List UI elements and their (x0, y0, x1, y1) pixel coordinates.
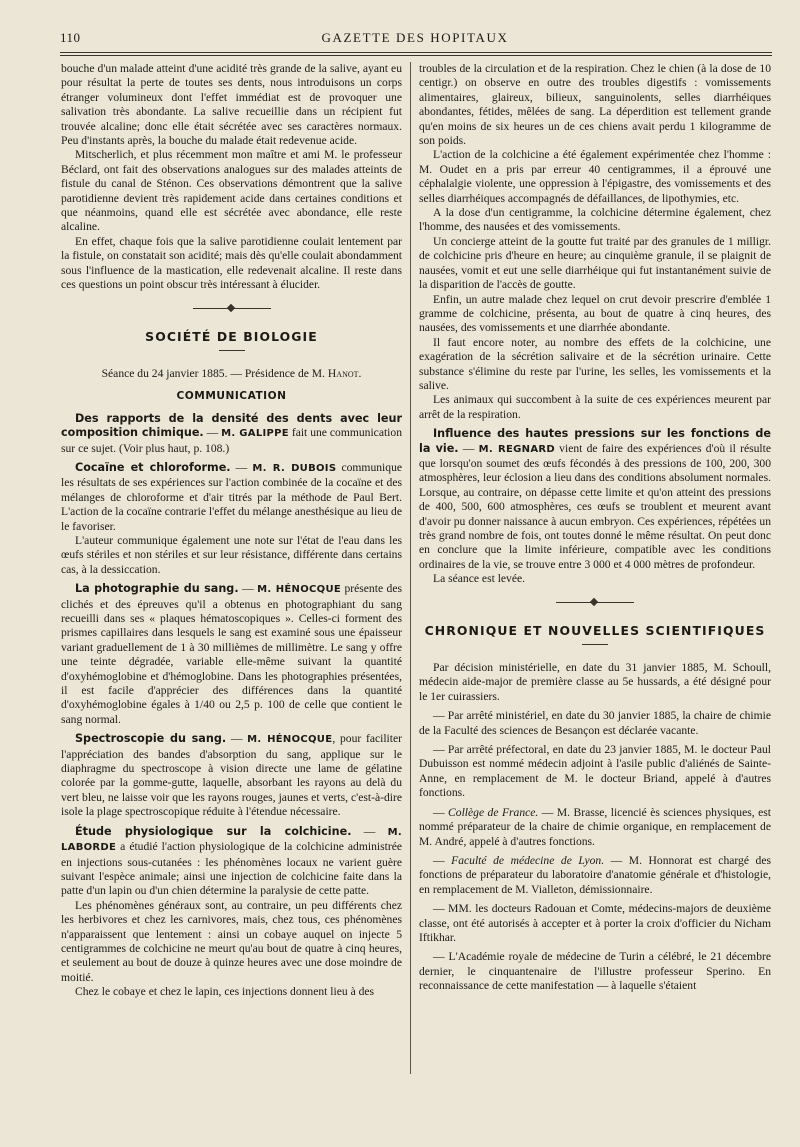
author-name: M. LABORDE (61, 826, 402, 854)
dash: — (433, 853, 452, 867)
seance-closing: La séance est levée. (433, 572, 526, 586)
article-pressions (419, 427, 771, 572)
article-text: communique les résultats de ses expériences sur l'action combinée de la cocaïne et des mélanges de chloroforme et d'air titrés par la méthode de Paul Bert. L'action de la cocaïne contrarie l'effet du mélange anesthésique au lieu de le favoriser. (61, 460, 403, 533)
article-title: Cocaïne et chloroforme. (75, 460, 231, 474)
news-item: Par décision ministérielle, en date du 31 janvier 1885, M. Schoull, médecin aide-major de première classe au 5e hussards, a été désigné pour le 1er cuirassiers. (419, 661, 771, 703)
article-galippe (61, 412, 402, 456)
paragraph: Enfin, un autre malade chez lequel on crut devoir prescrire d'emblée 1 gramme de colchicine, présenta, au bout de quatre à cinq heures, des nausées, des vomissements et une diarrhée abondante. (419, 292, 771, 335)
left-column (61, 62, 402, 1000)
news-text: — M. Honnorat est chargé des fonctions de préparateur du laboratoire d'anatomie générale et d'histologie, en remplacement de M. Vialleton, démissionnaire. (419, 853, 771, 896)
news-item: — Par arrêté préfectoral, en date du 23 janvier 1885, M. le docteur Paul Dubuisson est nommé médecin adjoint à l'asile public d'aliénés de Sainte-Anne, en remplacement de M. le docteur Briand, appelé à d'autres fonctions. (419, 743, 771, 800)
institution-name: Faculté de médecine de Lyon. (451, 853, 605, 867)
paragraph: troubles de la circulation et de la respiration. Chez le chien (à la dose de 10 centigr.) on observe en outre des troubles digestifs : vomissements alimentaires, glaireux, bilieux, sanguinolents, selles diarrhéiques abondantes, fétides, mêlées de sang. La déperdition est tellement grande qu'en moins de six heures un de ces chiens avait perdu 1 kilogramme de son poids. (419, 62, 771, 148)
dash: — (226, 732, 248, 746)
article-text: fait une communication sur ce sujet. (Voir plus haut, p. 108.) (61, 426, 402, 455)
dash: — (433, 805, 449, 819)
article-photographie (61, 582, 402, 727)
paragraph: L'auteur communique également une note sur l'état de l'eau dans les œufs stériles et non stériles et sur leur résistance, différente dans certains cas, à la dessiccation. (61, 533, 402, 576)
ornament-divider (556, 599, 634, 606)
article-text: vient de faire des expériences d'où il résulte que lorsqu'on soumet des œufs fécondés à des pressions de 100, 200, 300 atmosphères, leur éclosion a lieu dans des conditions absolument normales. Lorsque, au contraire, on dépasse cette limite et qu'on atteint des pressions de 400, 500, 600 atmosphères, ces œufs se troublent et meurent avant d'avoir pu donner naissance à aucun embryon. Ces expériences, répétées un très grand nombre de fois, ont toutes donné le même résultat. On peut donc en conclure que la limite inférieure, compatible avec les conditions ordinaires de la vie, se trouve entre 3 000 et 4 000 mètres de profondeur. (419, 441, 771, 571)
article-text: présente des clichés et des épreuves qu'il a obtenus en photographiant du sang recueilli dans ses « plaques hématoscopiques ». Celles-ci forment des prismes capillaires dans lesquels le sang est examiné sous une épaisseur variant graduellement de 1 à 30 millièmes de millimètre. Le sang y offre une teinte dégradée, variable elle-même suivant la quantité d'oxyhémoglobine et d'hémoglobine. Dans les photographies présentées, il est facile d'apprécier des différences dans la quantité d'oxyhémoglobine égales à 1/40 ou 2,5 p. 100 de celle que contient le sang normal. (61, 582, 402, 726)
dash: — (458, 441, 479, 455)
section-title-chronique: CHRONIQUE ET NOUVELLES SCIENTIFIQUES (424, 622, 766, 638)
author-name: M. HÉNOCQUE (257, 584, 342, 596)
header-rule-double (60, 55, 772, 56)
author-name: M. GALIPPE (221, 428, 289, 440)
page-header (60, 30, 770, 46)
seance-end: . (358, 366, 362, 380)
title-rule (582, 644, 608, 645)
author-name: M. HÉNOCQUE (247, 734, 333, 746)
paragraph: bouche d'un malade atteint d'une acidité très grande de la salive, ayant eu pour résultat la perte de toutes ses dents, nous introduisons un corps étranger volumineux dont l'effet immédiat est de provoquer une salivation très abondante. La salive recueillie dans un récipient fut trouvée alcaline; donc elle était sécrétée avec ses caractères normaux. Peu d'instants après, la bouche du malade était redevenue acide. (61, 62, 402, 148)
dash: — (230, 460, 253, 474)
right-column (419, 62, 771, 994)
paragraph: Les animaux qui succombent à la suite de ces expériences meurent par arrêt de la respiration. (419, 393, 771, 421)
article-title: La photographie du sang. (75, 582, 239, 596)
paragraph: A la dose d'un centigramme, la colchicine détermine également, chez l'homme, des nausées et des vomissements. (419, 206, 771, 234)
news-item: — Par arrêté ministériel, en date du 30 janvier 1885, la chaire de chimie de la Faculté des sciences de Besançon est déclarée vacante. (419, 709, 771, 737)
article-title: Spectroscopie du sang. (75, 732, 227, 746)
article-title: Des rapports de la densité des dents avec leur composition chimique. (61, 411, 402, 440)
paragraph: Il faut encore noter, au nombre des effets de la colchicine, une exagération de la sécrétion salivaire et de la sécrétion urinaire. Cette substance s'élimine du reste par l'urine, les selles, les vomissements et la salive. (419, 335, 771, 392)
news-item-lyon (419, 854, 771, 897)
president-name: Hanot (327, 366, 359, 380)
dash: — (203, 426, 222, 440)
news-item-college (419, 806, 771, 849)
journal-title: GAZETTE DES HOPITAUX (321, 30, 509, 45)
title-rule (219, 350, 245, 351)
article-text: a étudié l'action physiologique de la colchicine administrée en injections sous-cutanées : les phénomènes locaux ne varient guère suivant l'espèce animale; ainsi une injection de colchicine faite dans la patte d'un lapin ou d'un chien détermine la paralysie de cette patte. (61, 840, 402, 898)
column-divider (410, 62, 411, 1074)
section-title-societe: SOCIÉTÉ DE BIOLOGIE (145, 328, 318, 344)
paragraph: Un concierge atteint de la goutte fut traité par des granules de 1 milligr. de colchicine pris d'heure en heure; au cinquième granule, il se plaignit de nausées, vomit et eut une selle diarrhéique qui fut instantanément suivie de la disparition de l'accès de goutte. (419, 234, 771, 292)
news-item: — L'Académie royale de médecine de Turin a célébré, le 21 décembre dernier, le cinquantenaire de l'illustre professeur Sperino. En reconnaissance de cette manifestation — à laquelle s'étaient (419, 950, 771, 993)
paragraph: Mitscherlich, et plus récemment mon maître et ami M. le professeur Béclard, ont fait des observations analogues sur des malades atteints de fistule du canal de Sténon. Ces observations démontrent que la salive parotidienne devient très rapidement acide dans certaines conditions et que néanmoins, quand elle est sécrétée avec abondance, elle reste alcaline. (61, 148, 402, 234)
paragraph: Les phénomènes généraux sont, au contraire, un peu différents chez les herbivores et chez les carnivores, mais, chez tous, ces phénomènes n'apparaissent que lentement : ainsi un cobaye auquel on injecte 5 centigrammes de colchicine ne meurt qu'au bout de quatre à cinq heures, et seulement au bout de douze à quinze heures avec une dose moindre de moitié. (61, 898, 402, 984)
article-cocaine (61, 461, 402, 534)
news-text: — M. Brasse, licencié ès sciences physiques, est nommé préparateur de la chaire de chimie organique, en remplacement de M. André, appelé à d'autres fonctions. (419, 805, 771, 848)
institution-name: Collège de France. (448, 805, 539, 819)
paragraph: L'action de la colchicine a été également expérimentée chez l'homme : M. Oudet en a pris par erreur 40 centigrammes, il a éprouvé une céphalalgie violente, une oppression à l'épigastre, des vomissements et des selles diarrhéiques accompagnés de défaillances, de lipothymies, etc. (419, 148, 771, 205)
seance-line (61, 367, 402, 381)
author-name: M. REGNARD (478, 443, 555, 455)
article-text: , pour faciliter l'appréciation des bandes d'absorption du sang, applique sur le diaphragme du spectroscope à vision directe une lame de gélatine colorée par la gomme-gutte, laquelle, absorbant les rayons au delà du vert bleu, ne laisse voir que les rayons rouges, jaunes et verts, c'est-à-dire isole la plage spectroscopique réduite à l'étendue nécessaire. (61, 732, 402, 819)
dash: — (351, 824, 388, 838)
article-title: Influence des hautes pressions sur les fonctions de la vie. (419, 427, 771, 455)
article-title: Étude physiologique sur la colchicine. (75, 824, 352, 838)
ornament-divider (193, 305, 271, 312)
seance-text: Séance du 24 janvier 1885. — Présidence de M. (101, 366, 328, 380)
header-rule (60, 52, 772, 53)
article-colchicine (61, 825, 402, 899)
dash: — (238, 582, 258, 596)
page-number: 110 (60, 30, 81, 45)
news-item: — MM. les docteurs Radouan et Comte, médecins-majors de deuxième classe, ont été autorisés à accepter et à porter la croix d'officier du Nicham Iftikhar. (419, 902, 771, 944)
paragraph: En effet, chaque fois que la salive parotidienne coulait lentement par la fistule, on constatait son acidité; mais dès qu'elle coulait abondamment sous l'influence de la mastication, elle redevenait alcaline. Il reste dans ces questions un point obscur très intéressant à élucider. (61, 234, 402, 292)
paragraph: Chez le cobaye et chez le lapin, ces injections donnent lieu à des (75, 985, 375, 999)
article-spectroscopie (61, 732, 402, 819)
communication-heading: COMMUNICATION (176, 390, 287, 403)
author-name: M. R. DUBOIS (252, 462, 337, 474)
